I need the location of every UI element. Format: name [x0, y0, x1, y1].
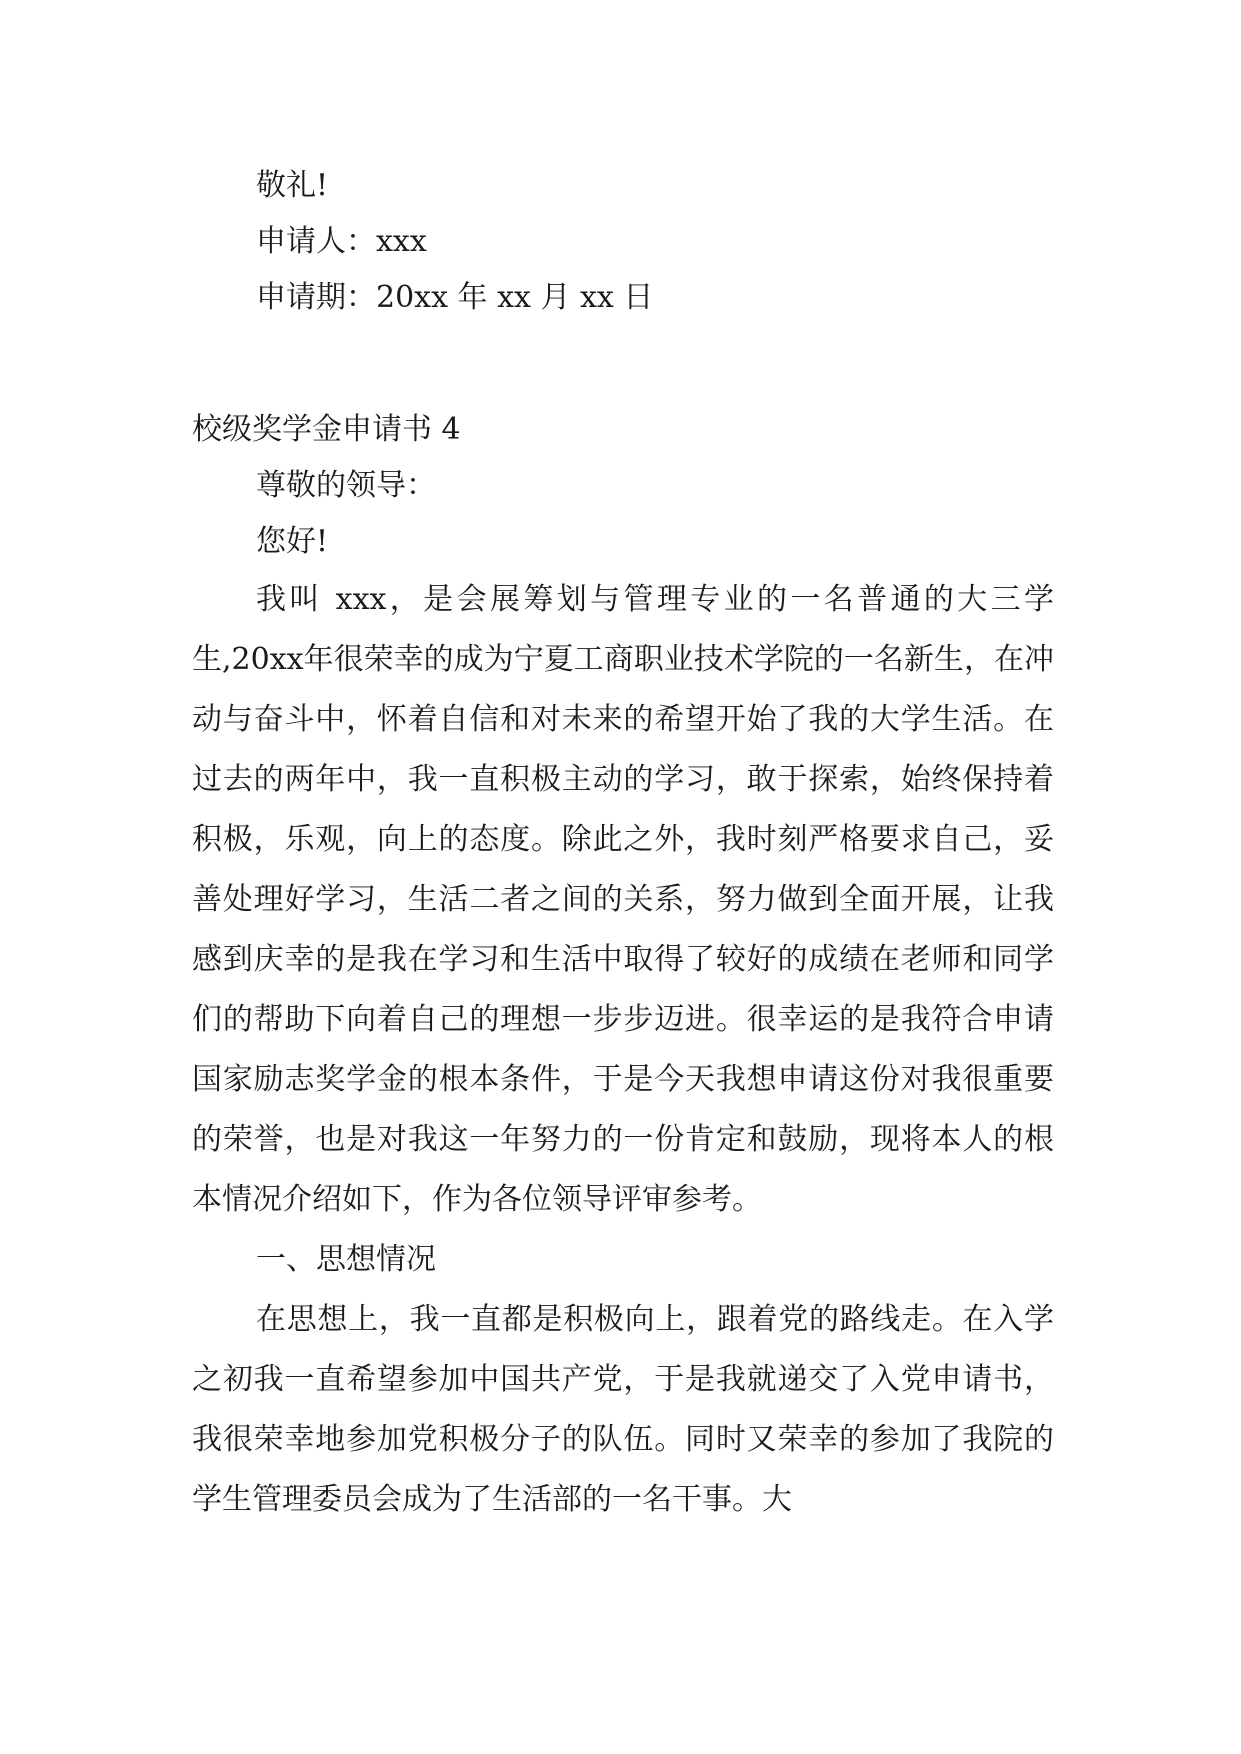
thought-paragraph: 在思想上，我一直都是积极向上，跟着党的路线走。在入学之初我一直希望参加中国共产党，于是我就递交了入党申请书，我很荣幸地参加党积极分子的队伍。同时又荣幸的参加了我院的学生管理委员会成为了生活部的一名干事。大 — [192, 1302, 1054, 1517]
letter-greeting: 尊敬的领导： — [256, 468, 436, 503]
intro-paragraph: 我叫 xxx，是会展筹划与管理专业的一名普通的大三学生,20xx年很荣幸的成为宁夏工商职业技术学院的一名新生，在冲动与奋斗中，怀着自信和对未来的希望开始了我的大学生活。在过去的两年中，我一直积极主动的学习，敢于探索，始终保持着积极，乐观，向上的态度。除此之外，我时刻严格要求自己，妥善处理好学习，生活二者之间的关系，努力做到全面开展，让我感到庆幸的是我在学习和生活中取得了较好的成绩在老师和同学们的帮助下向着自己的理想一步步迈进。很幸运的是我符合申请国家励志奖学金的根本条件，于是今天我想申请这份对我很重要的荣誉，也是对我这一年努力的一份肯定和鼓励，现将本人的根本情况介绍如下，作为各位领导评审参考。 — [192, 582, 1054, 1217]
letter-hello: 您好! — [256, 524, 329, 559]
application-date-line: 申请期：20xx 年 xx 月 xx 日 — [256, 280, 654, 315]
applicant-line: 申请人：xxx — [256, 224, 427, 259]
letter-title: 校级奖学金申请书 4 — [192, 412, 461, 447]
closing-salute: 敬礼! — [256, 168, 329, 203]
section-heading-thought: 一、思想情况 — [256, 1242, 436, 1277]
section-gap — [192, 326, 1054, 402]
document-content — [192, 158, 1054, 1530]
